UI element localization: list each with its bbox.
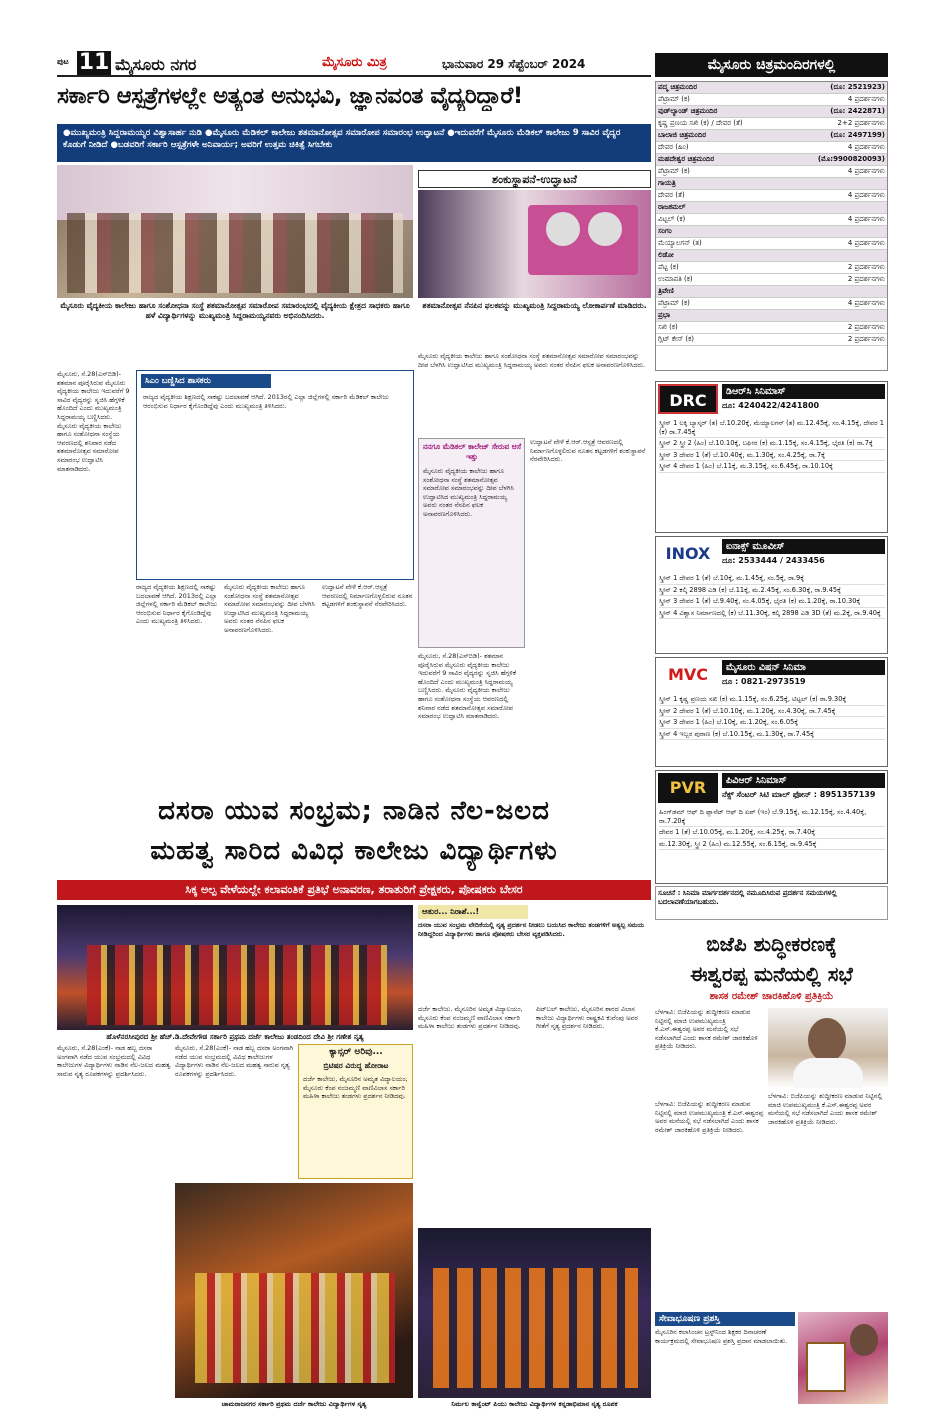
show-row <box>656 214 887 226</box>
award-photo <box>798 1312 888 1404</box>
multiplex-name: ಮೈಸೂರು ವಿಷನ್ ಸಿನಿಮಾ <box>722 660 885 675</box>
inauguration-label: ಶಂಕುಸ್ಥಾಪನೆ-ಉದ್ಘಾಟನೆ <box>418 170 651 188</box>
show-title: ಮೆಯ್ಯಾಲಗನ್ (ತ) <box>658 239 702 247</box>
dance-photo-2 <box>175 1183 413 1398</box>
show-count: 4 ಪ್ರದರ್ಶನಗಳು <box>847 191 885 199</box>
screen-schedule: ಸ್ಕ್ರೀನ್ 3 ದೇವರ 1 (ಹಿಂ) ಬೆ.10ಕ್ಕೆ, ಮ.1.20ಕ್ಕೆ, ಸಂ.6.05ಕ್ಕೆ <box>659 717 885 729</box>
theatre-phone: (ದೂ: 2422871) <box>830 107 885 115</box>
show-row <box>656 334 887 346</box>
dance-photo-3-caption: ನಿರ್ಮಲ ಕಾನ್ವೆಂಟ್ ಪಿಯು ಕಾಲೇಜು ವಿದ್ಯಾರ್ಥಿಗಳ ಕನ್ನಡಾಭಿಮಾನ ನೃತ್ಯ ರೂಪಕ <box>451 1400 618 1408</box>
show-count: 4 ಪ್ರದರ್ಶನಗಳು <box>847 143 885 151</box>
screen-schedule: ಸ್ಕ್ರೀನ್ 1 ಕೃಷ್ಣ ಪ್ರಣಯ ಸಖಿ (ಕ) ಮ.1.15ಕ್ಕೆ, ಸಂ.6.25ಕ್ಕೆ, ಟಿಟ್ಟಲ್ (ಕ) ರಾ.9.30ಕ್ಕೆ <box>659 694 885 706</box>
medical-college-box-text: ಮೈಸೂರು ವೈದ್ಯಕೀಯ ಕಾಲೇಜು ಹಾಗೂ ಸಂಶೋಧನಾ ಸಂಸ್ಥೆ ಶತಮಾನೋತ್ಸವ ಸಮಾರೋಪ ಸಮಾರಂಭವನ್ನು ದೀಪ ಬೆಳಗಿಸಿ ಉದ್ಘಾಟಿಸಿದ ಮುಖ್ಯಮಂತ್ರಿ ಸಿದ್ದರಾಮಯ್ಯ ಅವರು ನಂತರ ನೆನಪಿನ ಫಲಕ ಅನಾವರಣಗೊಳಿಸಿದರು. <box>423 467 514 518</box>
theatre-name-text: ಗಾಯತ್ರಿ <box>658 179 676 187</box>
show-row <box>656 94 887 106</box>
show-count: 2 ಪ್ರದರ್ಶನಗಳು <box>847 263 885 271</box>
multiplex-phone: ದೂ : 0821-2973519 <box>722 677 806 686</box>
multiplex-phone: ನೆಕ್ಸ್ ಸೆಂಟರ್ ಸಿಟಿ ಮಾಲ್ ಫೋನ್ : 8951357139 <box>722 790 876 799</box>
ceremony-photo <box>57 165 413 298</box>
award-body: ಮೈಸೂರಿನ ಕಲಾಸಿಂಚನ ಟ್ರಸ್ಟ್‌ನಿಂದ ಶಿಕ್ಷಕರ ದಿನಾಚರಣೆ ಕಾರ್ಯಕ್ರಮದಲ್ಲಿ ಸೇವಾಭೂಷಣ ಪ್ರಶಸ್ತಿ ಪ್ರದಾನ ಮಾಡಲಾಯಿತು. <box>655 1328 788 1345</box>
show-row <box>656 166 887 178</box>
screen-schedule: ಸ್ಕ್ರೀನ್ 2 ದೇವರ 1 (ತೆ) ಬೆ.10.10ಕ್ಕೆ, ಮ.1.20ಕ್ಕೆ, ಸಂ.4.30ಕ್ಕೆ, ರಾ.7.45ಕ್ಕೆ <box>659 706 885 718</box>
dasara-box-label: ಆತುರ... ನಿರಾಶೆ...! <box>418 905 528 919</box>
show-count: 4 ಪ್ರದರ್ಶನಗಳು <box>847 215 885 223</box>
page-number: 11 <box>78 50 110 75</box>
show-count: 4 ಪ್ರದರ್ಶನಗಳು <box>847 239 885 247</box>
theatre-name <box>656 286 887 298</box>
theatre-name-text: ಸಂಗಂ <box>658 227 672 235</box>
dance-photo-3 <box>418 1228 651 1398</box>
screen-schedule: ಸ್ಕ್ರೀನ್ 4 ಇಬ್ಬರ ಪುರಾಣ (ಕ) ಬೆ.10.15ಕ್ಕೆ, ಮ.1.30ಕ್ಕೆ, ರಾ.7.45ಕ್ಕೆ <box>659 729 885 741</box>
theatre-phone: (ದೂ: 2521923) <box>830 83 885 91</box>
bjp-body-col1: ಬೆಳಗಾವಿ: ಬಿಜೆಪಿಯನ್ನು ಶುದ್ಧೀಕರಣ ಮಾಡುವ ನಿಟ್ಟಿನಲ್ಲಿ ಮಾಜಿ ಉಪಮುಖ್ಯಮಂತ್ರಿ ಕೆ.ಎಸ್.ಈಶ್ವರಪ್ಪ ಅವರ ಮನೆಯಲ್ಲಿ ಸಭೆ ನಡೆಸಲಾಗಿದೆ ಎಂದು ಶಾಸಕ ರಮೇಶ್ ಜಾರಕಿಹೊಳಿ ಪ್ರತಿಕ್ರಿಯೆ ನೀಡಿದರು. <box>655 1008 758 1051</box>
show-count: 4 ಪ್ರದರ್ಶನಗಳು <box>847 299 885 307</box>
screen-schedule: ಸ್ಕ್ರೀನ್ 2 ಕಲ್ಕಿ 2898 ಎಡಿ (ಕ) ಬೆ.11ಕ್ಕೆ, ಮ.2.45ಕ್ಕೆ, ಸಂ.6.30ಕ್ಕೆ, ರಾ.9.45ಕ್ಕೆ <box>659 585 885 597</box>
show-title: ಗ್ಲಿಟ್ ಕೇಸ್ (ಕ) <box>658 335 695 343</box>
show-count: 4 ಪ್ರದರ್ಶನಗಳು <box>847 95 885 103</box>
screen-schedule: ಸ್ಕ್ರೀನ್ 1 ದೇವರ 1 (ತೆ) ಬೆ.10ಕ್ಕೆ, ಮ.1.45ಕ್ಕೆ, ಸಂ.5ಕ್ಕೆ, ರಾ.9ಕ್ಕೆ <box>659 573 885 585</box>
show-row <box>656 142 887 154</box>
dasara-headline-2: ಮಹತ್ವ ಸಾರಿದ ವಿವಿಧ ಕಾಲೇಜು ವಿದ್ಯಾರ್ಥಿಗಳು <box>150 836 558 866</box>
theatre-name <box>656 226 887 238</box>
dasara-box-text: ದಸರಾ ಯುವ ಸಂಭ್ರಮ ವೇದಿಕೆಯಲ್ಲಿ ನೃತ್ಯ ಪ್ರದರ್ಶನ ನೀಡಲು ಬಯಸಿದ ಕಾಲೇಜು ತಂಡಗಳಿಗೆ ಅತ್ಯಲ್ಪ ಸಮಯ ನೀಡಿದ್ದರಿಂದ ವಿದ್ಯಾರ್ಥಿಗಳು ಹಾಗೂ ಪೋಷಕರು ಬೇಸರ ವ್ಯಕ್ತಪಡಿಸಿದರು. <box>418 921 645 938</box>
screen-schedule: ಸ್ಕ್ರೀನ್ 4 ದೇವರ 1 (ಹಿಂ) ಬೆ.11ಕ್ಕೆ, ಮ.3.15ಕ್ಕೆ, ಸಂ.6.45ಕ್ಕೆ, ರಾ.10.10ಕ್ಕೆ <box>659 461 885 473</box>
cm-praise-box-title: ಸಿಎಂ ಬಣ್ಣಿಸಿದ ಶಾಸಕರು <box>141 374 271 388</box>
lead-deck: ●ಮುಖ್ಯಮಂತ್ರಿ ಸಿದ್ದರಾಮಯ್ಯರ ವಿಶ್ವಾಸಾರ್ಹ ನುಡಿ ●ಮೈಸೂರು ಮೆಡಿಕಲ್ ಕಾಲೇಜು ಶತಮಾನೋತ್ಸವ ಸಮಾರೋಪ ಸಮಾರಂಭ ಉದ್ಘಾಟನೆ ●ಇದುವರೆಗೆ ಮೈಸೂರು ಮೆಡಿಕಲ್ ಕಾಲೇಜು 9 ಸಾವಿರ ವೈದ್ಯರ ಕೊಡುಗೆ ನೀಡಿದೆ ●ಬಡವರಿಗೆ ಸರ್ಕಾರಿ ಆಸ್ಪತ್ರೆಗಳೇ ಅನಿವಾರ್ಯ; ಅವರಿಗೆ ಉತ್ತಮ ಚಿಕಿತ್ಸೆ ಸಿಗಬೇಕು <box>57 124 651 162</box>
inauguration-caption: ಶತಮಾನೋತ್ಸವ ನೆನಪಿನ ಫಲಕವನ್ನು ಮುಖ್ಯಮಂತ್ರಿ ಸಿದ್ದರಾಮಯ್ಯ ಲೋಕಾರ್ಪಣೆ ಮಾಡಿದರು. <box>422 301 647 310</box>
multiplex-name: ಡಿಆರ್‌ಸಿ ಸಿನಿಮಾಸ್ <box>722 384 885 399</box>
theatre-name-text: ಲಿಡೋ <box>658 251 674 259</box>
multiplex-logo: PVR <box>658 773 718 803</box>
cinema-list <box>655 81 888 371</box>
jarkiholi-photo <box>768 1008 888 1088</box>
multiplex-logo: INOX <box>658 539 718 569</box>
multiplex-logo: MVC <box>658 660 718 690</box>
screen-schedule: ಸ್ಕ್ರೀನ್ 2 ಸ್ತ್ರೀ 2 (ಹಿಂ) ಬೆ.10.10ಕ್ಕೆ, ಬಘೀರ (ಕ) ಮ.1.15ಕ್ಕೆ, ಸಂ.4.15ಕ್ಕೆ, ಭೈರತಿ (ಕ) ರಾ.7ಕ್ಕೆ <box>659 438 885 450</box>
multiplex-name: ಪಿವಿಆರ್ ಸಿನಿಮಾಸ್ <box>722 773 885 788</box>
bjp-body-col2: ಬೆಳಗಾವಿ: ಬಿಜೆಪಿಯನ್ನು ಶುದ್ಧೀಕರಣ ಮಾಡುವ ನಿಟ್ಟಿನಲ್ಲಿ ಮಾಜಿ ಉಪಮುಖ್ಯಮಂತ್ರಿ ಕೆ.ಎಸ್.ಈಶ್ವರಪ್ಪ ಅವರ ಮನೆಯಲ್ಲಿ ಸಭೆ ನಡೆಸಲಾಗಿದೆ ಎಂದು ಶಾಸಕ ರಮೇಶ್ ಜಾರಕಿಹೊಳಿ ಪ್ರತಿಕ್ರಿಯೆ ನೀಡಿದರು. <box>655 1100 764 1134</box>
show-count: 2 ಪ್ರದರ್ಶನಗಳು <box>847 335 885 343</box>
lead-body-col5: ಮೈಸೂರು ವೈದ್ಯಕೀಯ ಕಾಲೇಜು ಹಾಗೂ ಸಂಶೋಧನಾ ಸಂಸ್ಥೆ ಶತಮಾನೋತ್ಸವ ಸಮಾರೋಪ ಸಮಾರಂಭವನ್ನು ದೀಪ ಬೆಳಗಿಸಿ ಉದ್ಘಾಟಿಸಿದ ಮುಖ್ಯಮಂತ್ರಿ ಸಿದ್ದರಾಮಯ್ಯ ಅವರು ನಂತರ ನೆನಪಿನ ಫಲಕ ಅನಾವರಣಗೊಳಿಸಿದರು. <box>418 352 646 369</box>
theatre-phone: (ಮೊ:9900820093) <box>817 155 885 163</box>
theatre-name <box>656 154 887 166</box>
show-title: ಪೆಟ್ಟ (ಕ) <box>658 263 679 271</box>
multiplex-phone: ದೂ: 4240422/4241800 <box>722 401 820 410</box>
theatre-name <box>656 130 887 142</box>
show-count: 2 ಪ್ರದರ್ಶನಗಳು <box>847 275 885 283</box>
theatre-name <box>656 178 887 190</box>
cm-praise-box-text: ರಾಜ್ಯದ ವೈದ್ಯಕೀಯ ಶಿಕ್ಷಣದಲ್ಲಿ ಸಾಕಷ್ಟು ಬದಲಾವಣೆ ಆಗಿದೆ. 2013ರಲ್ಲಿ ಎಲ್ಲಾ ಜಿಲ್ಲೆಗಳಲ್ಲಿ ಸರ್ಕಾರಿ ಮೆಡಿಕಲ್ ಕಾಲೇಜು ಆರಂಭಿಸುವ ನಿರ್ಧಾರ ಕೈಗೊಂಡಿದ್ದೆವು ಎಂದು ಮುಖ್ಯಮಂತ್ರಿ ತಿಳಿಸಿದರು. <box>143 393 389 410</box>
multiplex-logo: DRC <box>658 384 718 414</box>
theatre-name-text: ಪದ್ಮ ಚಿತ್ರಮಂದಿರ <box>658 83 698 91</box>
bjp-body-col3: ಬೆಳಗಾವಿ: ಬಿಜೆಪಿಯನ್ನು ಶುದ್ಧೀಕರಣ ಮಾಡುವ ನಿಟ್ಟಿನಲ್ಲಿ ಮಾಜಿ ಉಪಮುಖ್ಯಮಂತ್ರಿ ಕೆ.ಎಸ್.ಈಶ್ವರಪ್ಪ ಅವರ ಮನೆಯಲ್ಲಿ ಸಭೆ ನಡೆಸಲಾಗಿದೆ ಎಂದು ಶಾಸಕ ರಮೇಶ್ ಜಾರಕಿಹೊಳಿ ಪ್ರತಿಕ್ರಿಯೆ ನೀಡಿದರು. <box>768 1092 883 1126</box>
cm-praise-box <box>136 370 414 580</box>
cancer-awareness-sub: ಬ್ರಿಟಿಷರ ವಿರುದ್ಧ ಹೋರಾಟ <box>323 1061 389 1070</box>
show-title: ವಿಟ್ಟಲ್ (ಕ) <box>658 215 686 223</box>
theatre-name <box>656 82 887 94</box>
show-title: ದೇವರ (ಹಿಂ) <box>658 143 689 151</box>
dance-photo-1 <box>57 905 413 1030</box>
multiplex-inox <box>655 536 888 654</box>
show-row <box>656 190 887 202</box>
multiplex-drc <box>655 381 888 533</box>
screen-schedule: ಸ್ಕ್ರೀನ್ 4 ವಿಶ್ವಾಸ ನಿರ್ಮಾಣದಲ್ಲಿ (ಕ) ಬೆ.11.30ಕ್ಕೆ, ಕಲ್ಕಿ 2898 ಎಡಿ 3D (ತೆ) ಮ.2ಕ್ಕೆ, ರಾ.9.40ಕ್ಕೆ <box>659 608 885 620</box>
lead-body-col7: ಮೈಸೂರು, ಸೆ.28(ಎಸ್‌ಬಿಡಿ)- ಶತಮಾನ ಪೂರೈಸಿರುವ ಮೈಸೂರು ವೈದ್ಯಕೀಯ ಕಾಲೇಜು ಇದುವರೆಗೆ 9 ಸಾವಿರ ವೈದ್ಯರನ್ನು ಸೃಜಿಸಿ ಹೆಗ್ಗಳಿಕೆ ಹೊಂದಿದೆ ಎಂದು ಮುಖ್ಯಮಂತ್ರಿ ಸಿದ್ದರಾಮಯ್ಯ ಬಣ್ಣಿಸಿದರು. ಮೈಸೂರು ವೈದ್ಯಕೀಯ ಕಾಲೇಜು ಹಾಗೂ ಸಂಶೋಧನಾ ಸಂಸ್ಥೆಯ ಆವರಣದಲ್ಲಿ ಶನಿವಾರ ನಡೆದ ಶತಮಾನೋತ್ಸವ ಸಮಾರೋಪ ಸಮಾರಂಭ ಉದ್ಘಾಟಿಸಿ ಮಾತನಾಡಿದರು. <box>418 652 517 721</box>
bjp-headline-1: ಬಿಜೆಪಿ ಶುದ್ಧೀಕರಣಕ್ಕೆ <box>706 932 837 956</box>
theatre-name <box>656 250 887 262</box>
cancer-awareness-text: ದರ್ಜೆ ಕಾಲೇಜು, ಮೈಸೂರಿನ ಅಮೃತ ವಿದ್ಯಾಲಯಂ, ಮೈಸೂರು ಕೆಂಪ ನಂಜಮ್ಮಣಿ ವಾಣಿವಿಲಾಸ ಸರ್ಕಾರಿ ಮಹಿಳಾ ಕಾಲೇಜು ತಂಡಗಳು ಪ್ರದರ್ಶನ ನೀಡಿದವು. <box>303 1075 408 1101</box>
theatre-phone: (ದೂ: 2497199) <box>830 131 885 139</box>
bjp-headline-2: ಈಶ್ವರಪ್ಪ ಮನೆಯಲ್ಲಿ ಸಭೆ <box>690 962 853 986</box>
lead-body-col1: ಮೈಸೂರು, ಸೆ.28(ಎಸ್‌ಬಿಡಿ)- ಶತಮಾನ ಪೂರೈಸಿರುವ ಮೈಸೂರು ವೈದ್ಯಕೀಯ ಕಾಲೇಜು ಇದುವರೆಗೆ 9 ಸಾವಿರ ವೈದ್ಯರನ್ನು ಸೃಜಿಸಿ ಹೆಗ್ಗಳಿಕೆ ಹೊಂದಿದೆ ಎಂದು ಮುಖ್ಯಮಂತ್ರಿ ಸಿದ್ದರಾಮಯ್ಯ ಬಣ್ಣಿಸಿದರು. ಮೈಸೂರು ವೈದ್ಯಕೀಯ ಕಾಲೇಜು ಹಾಗೂ ಸಂಶೋಧನಾ ಸಂಸ್ಥೆಯ ಆವರಣದಲ್ಲಿ ಶನಿವಾರ ನಡೆದ ಶತಮಾನೋತ್ಸವ ಸಮಾರೋಪ ಸಮಾರಂಭ ಉದ್ಘಾಟಿಸಿ ಮಾತನಾಡಿದರು. <box>57 370 130 473</box>
theatre-name-text: ಮಹದೇಶ್ವರ ಚಿತ್ರಮಂದಿರ <box>658 155 715 163</box>
dance-photo-1-caption: ಹೊಳೆನರಸೀಪುರದ ಶ್ರೀ ಹೆಚ್.ಡಿ.ದೇವೇಗೌಡ ಸರ್ಕಾರಿ ಪ್ರಥಮ ದರ್ಜೆ ಕಾಲೇಜು ತಂಡದಿಂದ ದೇವಿ ಶ್ರೀ ಗಣೇಶ ನೃತ್ಯ <box>106 1032 364 1041</box>
screen-schedule: ಸ್ಕ್ರೀನ್ 3 ದೇವರ 1 (ತೆ) ಬೆ.10.40ಕ್ಕೆ, ಮ.1.30ಕ್ಕೆ, ಸಂ.4.25ಕ್ಕೆ, ರಾ.7ಕ್ಕೆ <box>659 450 885 462</box>
show-count: 2 ಪ್ರದರ್ಶನಗಳು <box>847 323 885 331</box>
lead-body-col3: ಮೈಸೂರು ವೈದ್ಯಕೀಯ ಕಾಲೇಜು ಹಾಗೂ ಸಂಶೋಧನಾ ಸಂಸ್ಥೆ ಶತಮಾನೋತ್ಸವ ಸಮಾರೋಪ ಸಮಾರಂಭವನ್ನು ದೀಪ ಬೆಳಗಿಸಿ ಉದ್ಘಾಟಿಸಿದ ಮುಖ್ಯಮಂತ್ರಿ ಸಿದ್ದರಾಮಯ್ಯ ಅವರು ನಂತರ ನೆನಪಿನ ಫಲಕ ಅನಾವರಣಗೊಳಿಸಿದರು. <box>224 583 315 634</box>
inauguration-photo <box>418 190 651 298</box>
show-title: ಸಖಿ (ಕ) <box>658 323 678 331</box>
multiplex-pvr <box>655 770 888 884</box>
theatre-name-text: ಪ್ರಭಾ <box>658 311 671 319</box>
theatre-name-text: ವುಡ್‌ಲ್ಯಾಂಡ್ ಚಿತ್ರಮಂದಿರ <box>658 107 718 115</box>
theatre-name-text: ರಾಜಕಮಲ್ <box>658 203 686 211</box>
medical-college-box-title: ನನಗೂ ಮೆಡಿಕಲ್ ಕಾಲೇಜ್ ಸೇರುವ ಆಸೆ ಇತ್ತು <box>422 442 522 461</box>
medical-college-box <box>418 438 525 648</box>
dasara-body-col3: ದರ್ಜೆ ಕಾಲೇಜು, ಮೈಸೂರಿನ ಅಮೃತ ವಿದ್ಯಾಲಯಂ, ಮೈಸೂರು ಕೆಂಪ ನಂಜಮ್ಮಣಿ ವಾಣಿವಿಲಾಸ ಸರ್ಕಾರಿ ಮಹಿಳಾ ಕಾಲೇಜು ತಂಡಗಳು ಪ್ರದರ್ಶನ ನೀಡಿದವು. <box>418 1005 523 1031</box>
show-title: ಉಮಾಪತಿ (ಕ) <box>658 275 693 283</box>
show-row <box>656 298 887 310</box>
screen-schedule: ಹಿಂಗ್‌ಡಮ್ ಆಫ್ ದಿ ಪ್ಲಾನೆಟ್ ಆಫ್ ದಿ ಏಪ್ (ಇಂ) ಬೆ.9.15ಕ್ಕೆ, ಮ.12.15ಕ್ಕೆ, ಸಂ.4.40ಕ್ಕೆ, ರಾ.7.20ಕ್ಕೆ <box>659 807 885 827</box>
section-title: ಮೈಸೂರು ನಗರ <box>115 55 197 74</box>
bjp-strap: ಶಾಸಕ ರಮೇಶ್ ಜಾರಕಿಹೊಳಿ ಪ್ರತಿಕ್ರಿಯೆ <box>709 991 834 1002</box>
dasara-body-col1: ಮೈಸೂರು, ಸೆ.28(ಎಂಕೆ)- ನಾಡ ಹಬ್ಬ ದಸರಾ ಅಂಗವಾಗಿ ನಡೆದ ಯುವ ಸಂಭ್ರಮದಲ್ಲಿ ವಿವಿಧ ಕಾಲೇಜುಗಳ ವಿದ್ಯಾರ್ಥಿಗಳು ನಾಡಿನ ನೆಲ-ಜಲದ ಮಹತ್ವ ಸಾರುವ ನೃತ್ಯ ರೂಪಕಗಳನ್ನು ಪ್ರದರ್ಶಿಸಿದರು. <box>57 1044 171 1078</box>
cinema-title: ಮೈಸೂರು ಚಿತ್ರಮಂದಿರಗಳಲ್ಲಿ <box>655 53 888 77</box>
page-header <box>57 50 651 77</box>
multiplex-mvc <box>655 657 888 767</box>
multiplex-name: ಐನಾಕ್ಸ್ ಮೂವೀಸ್ <box>722 539 885 554</box>
award-title: ಸೇವಾಭೂಷಣ ಪ್ರಶಸ್ತಿ <box>655 1312 795 1326</box>
show-row <box>656 274 887 286</box>
dance-photo-2-caption: ಚಾಮರಾಜನಗರ ಸರ್ಕಾರಿ ಪ್ರಥಮ ದರ್ಜೆ ಕಾಲೇಜು ವಿದ್ಯಾರ್ಥಿಗಳ ನೃತ್ಯ <box>221 1400 367 1408</box>
lead-body-col2b: ರಾಜ್ಯದ ವೈದ್ಯಕೀಯ ಶಿಕ್ಷಣದಲ್ಲಿ ಸಾಕಷ್ಟು ಬದಲಾವಣೆ ಆಗಿದೆ. 2013ರಲ್ಲಿ ಎಲ್ಲಾ ಜಿಲ್ಲೆಗಳಲ್ಲಿ ಸರ್ಕಾರಿ ಮೆಡಿಕಲ್ ಕಾಲೇಜು ಆರಂಭಿಸುವ ನಿರ್ಧಾರ ಕೈಗೊಂಡಿದ್ದೆವು ಎಂದು ಮುಖ್ಯಮಂತ್ರಿ ತಿಳಿಸಿದರು. <box>136 583 218 626</box>
theatre-name-text: ತ್ರಿವೇಣಿ <box>658 287 674 295</box>
show-count: 4 ಪ್ರದರ್ಶನಗಳು <box>847 167 885 175</box>
screen-schedule: ದೇವರ 1 (ತೆ) ಬೆ.10.05ಕ್ಕೆ, ಮ.1.20ಕ್ಕೆ, ಸಂ.4.25ಕ್ಕೆ, ರಾ.7.40ಕ್ಕೆ <box>659 827 885 839</box>
theatre-name <box>656 310 887 322</box>
multiplex-phone: ದೂ: 2533444 / 2433456 <box>722 556 825 565</box>
lead-headline: ಸರ್ಕಾರಿ ಆಸ್ಪತ್ರೆಗಳಲ್ಲೇ ಅತ್ಯಂತ ಅನುಭವಿ, ಜ್ಞಾನವಂತ ವೈದ್ಯರಿದ್ದಾರೆ! <box>57 83 523 109</box>
show-title: ಪೆಟ್ರಾಮ್ (ಕ) <box>658 167 690 175</box>
ceremony-photo-caption: ಮೈಸೂರು ವೈದ್ಯಕೀಯ ಕಾಲೇಜು ಹಾಗೂ ಸಂಶೋಧನಾ ಸಂಸ್ಥೆ ಶತಮಾನೋತ್ಸವ ಸಮಾರೋಪ ಸಮಾರಂಭದಲ್ಲಿ ವೈದ್ಯಕೀಯ ಕ್ಷೇತ್ರದ ಸಾಧಕರು ಹಾಗೂ ಹಳೆ ವಿದ್ಯಾರ್ಥಿಗಳನ್ನು ಮುಖ್ಯಮಂತ್ರಿ ಸಿದ್ದರಾಮಯ್ಯನವರು ಅಭಿನಂದಿಸಿದರು. <box>60 301 410 320</box>
cinema-notice: ಸೂಚನೆ : ಸಿನಿಮಾ ಮಾರ್ಗದರ್ಶನದಲ್ಲಿ ನಮೂದಿಸಿರುವ ಪ್ರದರ್ಶನ ಸಮಯಗಳಲ್ಲಿ ಬದಲಾವಣೆಯಾಗಬಹುದು. <box>655 886 888 920</box>
show-row <box>656 322 887 334</box>
lead-body-col6: ಉದ್ಘಾಟನೆ ವೇಳೆ ಕೆ.ಆರ್.ಆಸ್ಪತ್ರೆ ಆವರಣದಲ್ಲಿ ನಿರ್ಮಾಣಗೊಳ್ಳಲಿರುವ ನೂತನ ಕಟ್ಟಡಗಳಿಗೆ ಶಂಕುಸ್ಥಾಪನೆ ನೆರವೇರಿಸಿದರು. <box>530 438 646 464</box>
theatre-name <box>656 202 887 214</box>
show-title: ಪೆಟ್ರಾಮ್ (ಕ) <box>658 299 690 307</box>
screen-schedule: ಸ್ಕ್ರೀನ್ 3 ದೇವರ 1 (ತೆ) ಬೆ.9.40ಕ್ಕೆ, ಸಂ.4.05ಕ್ಕೆ, ಭೈರತಿ (ಕ) ಮ.1.20ಕ್ಕೆ, ರಾ.10.30ಕ್ಕೆ <box>659 596 885 608</box>
screen-schedule: ಸ್ಕ್ರೀನ್ 1 ಲಕ್ಕಿ ಬ್ಯಾಸ್ಕರ್ (ತ) ಬೆ.10.20ಕ್ಕೆ, ಮೆಯ್ಯಾಲಗನ್ (ತ) ಮ.12.45ಕ್ಕೆ, ಸಂ.4.15ಕ್ಕೆ, ದೇವರ 1 (ಕ) ರಾ.7.45ಕ್ಕೆ <box>659 418 885 438</box>
show-row <box>656 262 887 274</box>
page-label: ಪುಟ <box>57 57 69 66</box>
show-title: ದೇವರ (ತೆ) <box>658 191 685 199</box>
dasara-strap: ಸಿಕ್ಕ ಅಲ್ಪ ವೇಳೆಯಲ್ಲೇ ಕಲಾವಂತಿಕೆ ಪ್ರತಿಭೆ ಅನಾವರಣ, ತರಾತುರಿಗೆ ಪ್ರೇಕ್ಷಕರು, ಪೋಷಕರು ಬೇಸರ <box>57 880 651 900</box>
show-row <box>656 238 887 250</box>
show-title: ಕೃಷ್ಣ ಪ್ರಣಯ ಸಖಿ (ಕ) / ದೇವರ (ತೆ) <box>658 119 743 127</box>
masthead-logo: ಮೈಸೂರು ಮಿತ್ರ <box>322 55 387 70</box>
cancer-awareness-box <box>298 1044 413 1179</box>
show-count: 2+2 ಪ್ರದರ್ಶನಗಳು <box>837 119 885 127</box>
dasara-body-col4: ಪಿಟ್‌ಬಲ್ ಕಾಲೇಜು, ಮೈಸೂರಿನ ಶಾರದ ವಿಲಾಸ ಕಾಲೇಜು ವಿದ್ಯಾರ್ಥಿಗಳು ರಾಷ್ಟ್ರಕವಿ ಕುವೆಂಪು ಅವರ ಗೀತೆಗೆ ನೃತ್ಯ ಪ್ರದರ್ಶನ ನೀಡಿದರು. <box>536 1005 638 1031</box>
dasara-body-col2: ಮೈಸೂರು, ಸೆ.28(ಎಂಕೆ)- ನಾಡ ಹಬ್ಬ ದಸರಾ ಅಂಗವಾಗಿ ನಡೆದ ಯುವ ಸಂಭ್ರಮದಲ್ಲಿ ವಿವಿಧ ಕಾಲೇಜುಗಳ ವಿದ್ಯಾರ್ಥಿಗಳು ನಾಡಿನ ನೆಲ-ಜಲದ ಮಹತ್ವ ಸಾರುವ ನೃತ್ಯ ರೂಪಕಗಳನ್ನು ಪ್ರದರ್ಶಿಸಿದರು. <box>175 1044 294 1078</box>
show-row <box>656 118 887 130</box>
issue-date: ಭಾನುವಾರ 29 ಸೆಪ್ಟೆಂಬರ್ 2024 <box>442 57 586 71</box>
dasara-headline-1: ದಸರಾ ಯುವ ಸಂಭ್ರಮ; ನಾಡಿನ ನೆಲ-ಜಲದ <box>158 796 550 826</box>
cancer-awareness-title: ಕ್ಯಾನ್ಸರ್ ಅರಿವು... <box>329 1047 383 1057</box>
theatre-name-text: ಬಾಲಾಜಿ ಚಿತ್ರಮಂದಿರ <box>658 131 707 139</box>
show-title: ಪೆಟ್ರಾಮ್ (ಕ) <box>658 95 690 103</box>
screen-schedule: ಮ.12.30ಕ್ಕೆ, ಸ್ತ್ರೀ 2 (ಹಿಂ) ಮ.12.55ಕ್ಕೆ, ಸಂ.6.15ಕ್ಕೆ, ರಾ.9.45ಕ್ಕೆ <box>659 839 885 851</box>
theatre-name <box>656 106 887 118</box>
lead-body-col4: ಉದ್ಘಾಟನೆ ವೇಳೆ ಕೆ.ಆರ್.ಆಸ್ಪತ್ರೆ ಆವರಣದಲ್ಲಿ ನಿರ್ಮಾಣಗೊಳ್ಳಲಿರುವ ನೂತನ ಕಟ್ಟಡಗಳಿಗೆ ಶಂಕುಸ್ಥಾಪನೆ ನೆರವೇರಿಸಿದರು. <box>322 583 413 609</box>
